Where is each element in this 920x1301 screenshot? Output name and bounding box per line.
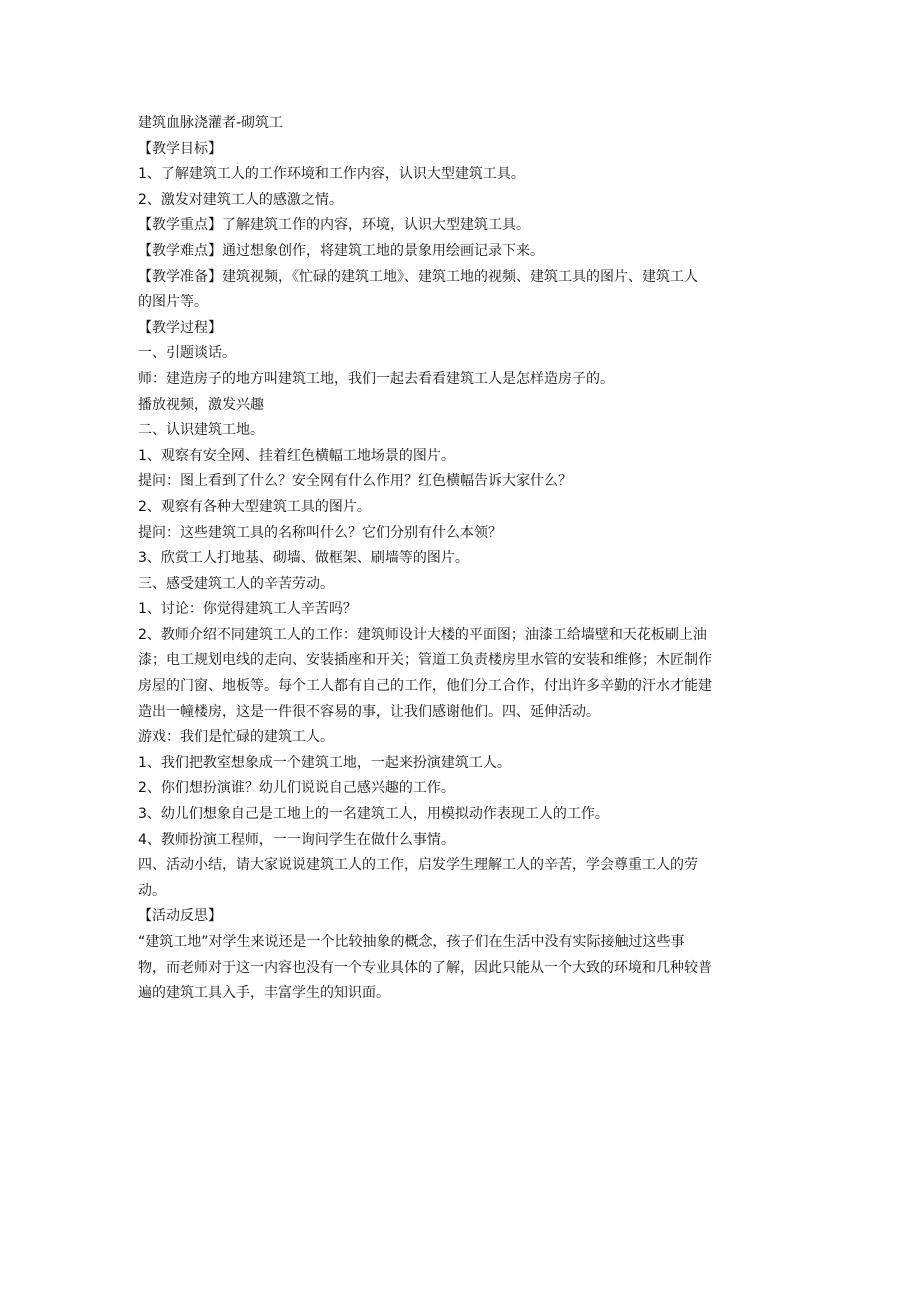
text-line: 遍的建筑工具入手，丰富学生的知识面。 xyxy=(138,985,390,1002)
text-line: 二、认识建筑工地。 xyxy=(138,422,264,439)
text-line: 播放视频，激发兴趣 xyxy=(138,396,264,413)
text-line: 的图片等。 xyxy=(138,294,208,311)
text-line: 2、观察有各种大型建筑工具的图片。 xyxy=(138,498,371,515)
text-line: 提问：图上看到了什么？安全网有什么作用？红色横幅告诉大家什么？ xyxy=(138,473,572,490)
text-line: 【教学重点】了解建筑工作的内容，环境，认识大型建筑工具。 xyxy=(138,217,530,234)
text-line: 1、讨论：你觉得建筑工人辛苦吗？ xyxy=(138,601,357,618)
text-line: 2、激发对建筑工人的感激之情。 xyxy=(138,191,343,208)
text-line: 2、教师介绍不同建筑工人的工作：建筑师设计大楼的平面图；油漆工给墙壁和天花板刷上油 xyxy=(138,626,707,643)
text-line: 一、引题谈话。 xyxy=(138,345,236,362)
text-line: 【教学准备】建筑视频，《忙碌的建筑工地》、建筑工地的视频、建筑工具的图片、建筑工人 xyxy=(138,268,698,285)
text-line: 三、感受建筑工人的辛苦劳动。 xyxy=(138,575,334,592)
text-line: 漆；电工规划电线的走向、安装插座和开关；管道工负责楼房里水管的安装和维修；木匠制作 xyxy=(138,652,712,669)
text-line: 1、了解建筑工人的工作环境和工作内容，认识大型建筑工具。 xyxy=(138,166,525,183)
text-line: “建筑工地”对学生来说还是一个比较抽象的概念，孩子们在生活中没有实际接触过这些事 xyxy=(138,934,685,950)
document-title: 建筑血脉浇灌者-砌筑工 xyxy=(138,115,284,131)
text-line: 【活动反思】 xyxy=(138,908,222,925)
text-line: 1、观察有安全网、挂着红色横幅工地场景的图片。 xyxy=(138,447,455,464)
document-body xyxy=(138,111,778,1007)
text-line: 【教学过程】 xyxy=(138,319,222,336)
text-line: 造出一幢楼房，这是一件很不容易的事，让我们感谢他们。四、延伸活动。 xyxy=(138,703,600,720)
text-line: 4、教师扮演工程师，一一询问学生在做什么事情。 xyxy=(138,831,455,848)
text-line: 3、欣赏工人打地基、砌墙、做框架、刷墙等的图片。 xyxy=(138,550,469,567)
text-line: 【教学难点】通过想象创作，将建筑工地的景象用绘画记录下来。 xyxy=(138,242,544,259)
text-line: 游戏：我们是忙碌的建筑工人。 xyxy=(138,729,334,746)
text-line: 1、我们把教室想象成一个建筑工地，一起来扮演建筑工人。 xyxy=(138,754,511,771)
text-line: 师：建造房子的地方叫建筑工地，我们一起去看看建筑工人是怎样造房子的。 xyxy=(138,370,614,387)
text-line: 3、幼儿们想象自己是工地上的一名建筑工人，用模拟动作表现工人的工作。 xyxy=(138,806,609,823)
text-line: 房屋的门窗、地板等。每个工人都有自己的工作，他们分工合作，付出许多辛勤的汗水才能建 xyxy=(138,678,712,695)
text-line: 动。 xyxy=(138,882,166,899)
text-line: 四、活动小结，请大家说说建筑工人的工作，启发学生理解工人的辛苦，学会尊重工人的劳 xyxy=(138,857,698,874)
text-line: 提问：这些建筑工具的名称叫什么？它们分别有什么本领？ xyxy=(138,524,502,541)
text-line: 物，而老师对于这一内容也没有一个专业具体的了解，因此只能从一个大致的环境和几种较普 xyxy=(138,959,712,976)
text-line: 【教学目标】 xyxy=(138,140,222,157)
text-line: 2、你们想扮演谁？幼儿们说说自己感兴趣的工作。 xyxy=(138,780,455,797)
